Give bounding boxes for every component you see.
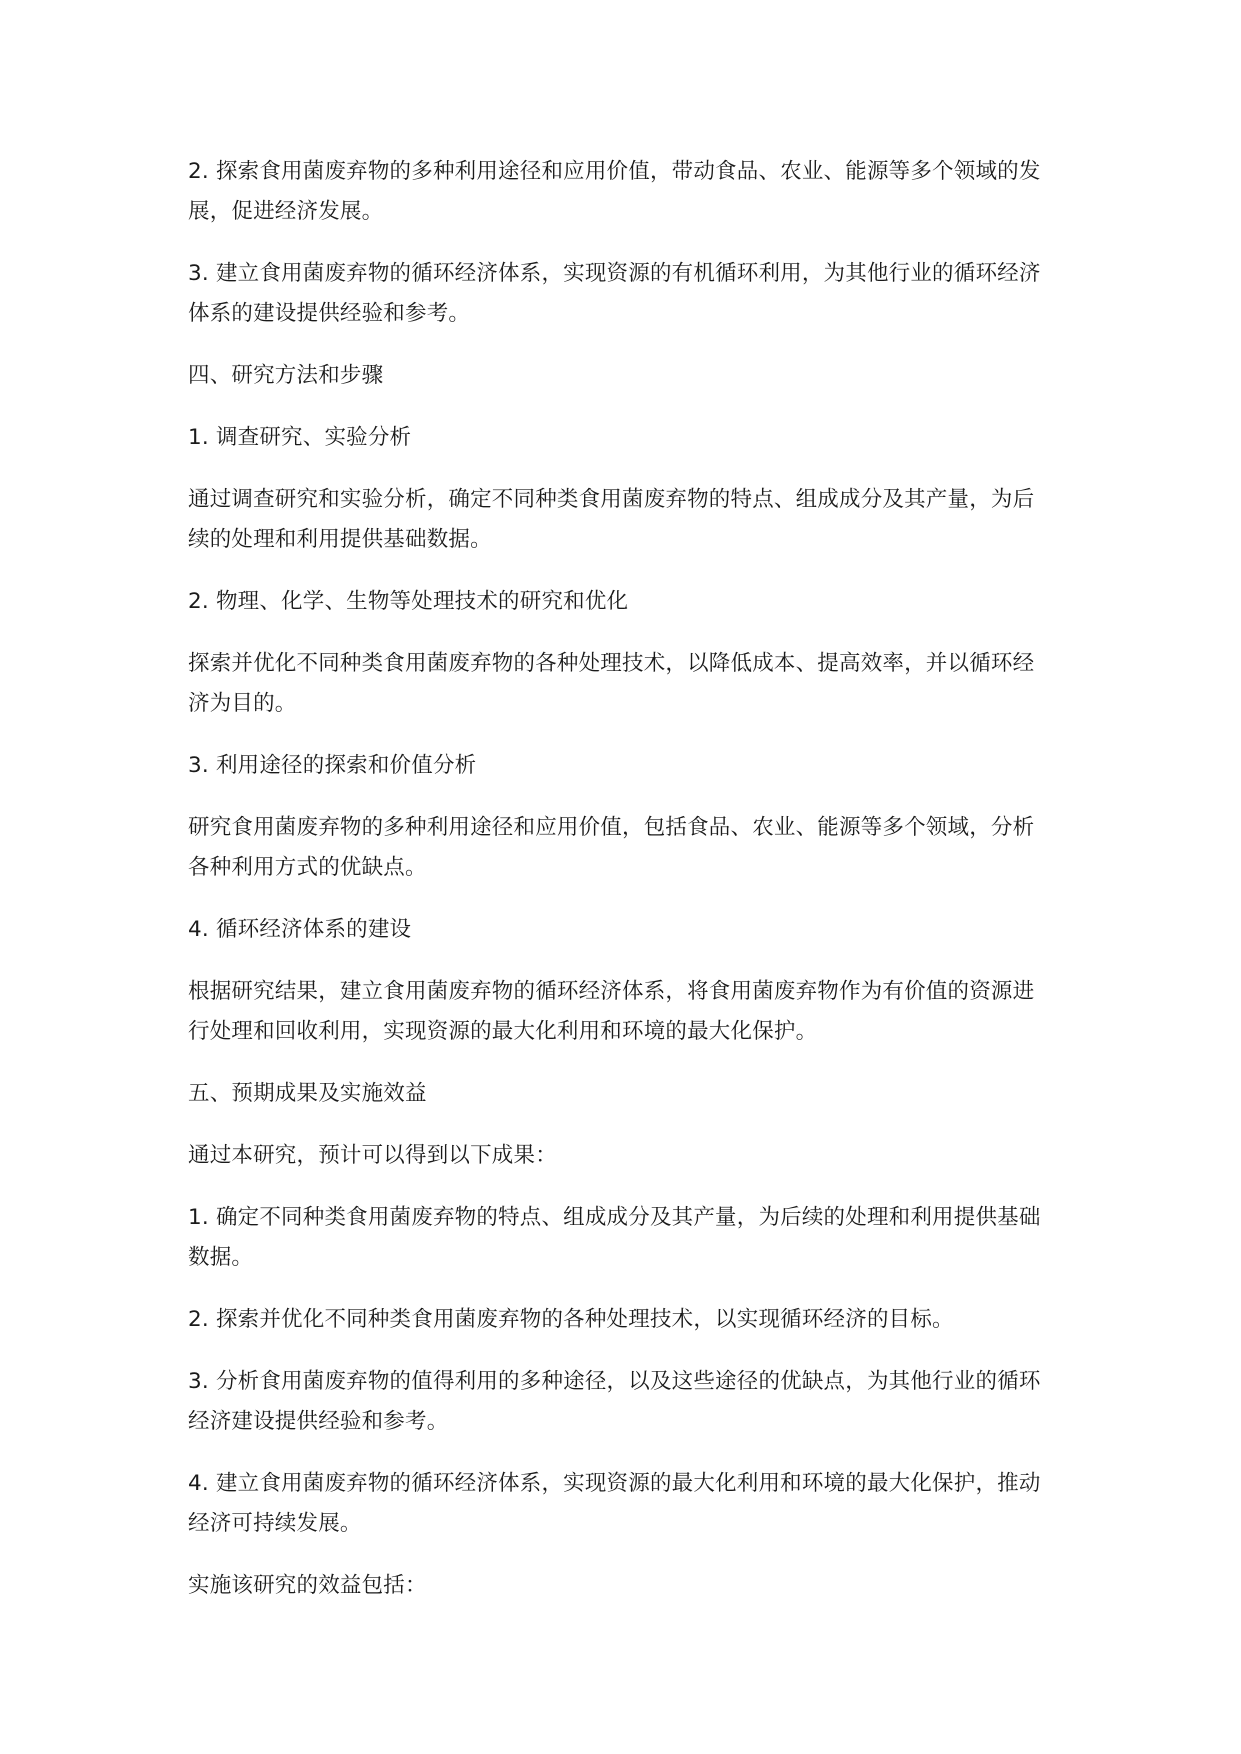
section-heading-methods: 四、研究方法和步骤: [188, 363, 384, 388]
method-1-text: 通过调查研究和实验分析，确定不同种类食用菌废弃物的特点、组成成分及其产量，为后续的处理和利用提供基础数据。: [188, 487, 1035, 552]
section-heading-outcomes: 五、预期成果及实施效益: [188, 1081, 427, 1106]
method-1-title: 1. 调查研究、实验分析: [188, 425, 412, 450]
method-2-title: 2. 物理、化学、生物等处理技术的研究和优化: [188, 589, 629, 614]
outcome-3: 3. 分析食用菌废弃物的值得利用的多种途径，以及这些途径的优缺点，为其他行业的循环经济建设提供经验和参考。: [188, 1369, 1041, 1434]
method-2-text: 探索并优化不同种类食用菌废弃物的各种处理技术，以降低成本、提高效率，并以循环经济为目的。: [188, 651, 1035, 716]
outcomes-intro: 通过本研究，预计可以得到以下成果：: [188, 1143, 557, 1168]
benefits-intro: 实施该研究的效益包括：: [188, 1573, 427, 1598]
method-3-title: 3. 利用途径的探索和价值分析: [188, 753, 477, 778]
document-body: [188, 152, 1048, 1628]
outcome-1: 1. 确定不同种类食用菌废弃物的特点、组成成分及其产量，为后续的处理和利用提供基础数据。: [188, 1205, 1041, 1270]
paragraph-goal-3: 3. 建立食用菌废弃物的循环经济体系，实现资源的有机循环利用，为其他行业的循环经济体系的建设提供经验和参考。: [188, 261, 1041, 326]
outcome-2: 2. 探索并优化不同种类食用菌废弃物的各种处理技术，以实现循环经济的目标。: [188, 1307, 954, 1332]
method-4-text: 根据研究结果，建立食用菌废弃物的循环经济体系，将食用菌废弃物作为有价值的资源进行处理和回收利用，实现资源的最大化利用和环境的最大化保护。: [188, 979, 1035, 1044]
paragraph-goal-2: 2. 探索食用菌废弃物的多种利用途径和应用价值，带动食品、农业、能源等多个领域的发展，促进经济发展。: [188, 159, 1041, 224]
method-3-text: 研究食用菌废弃物的多种利用途径和应用价值，包括食品、农业、能源等多个领域，分析各种利用方式的优缺点。: [188, 815, 1035, 880]
method-4-title: 4. 循环经济体系的建设: [188, 917, 412, 942]
outcome-4: 4. 建立食用菌废弃物的循环经济体系，实现资源的最大化利用和环境的最大化保护，推动经济可持续发展。: [188, 1471, 1041, 1536]
